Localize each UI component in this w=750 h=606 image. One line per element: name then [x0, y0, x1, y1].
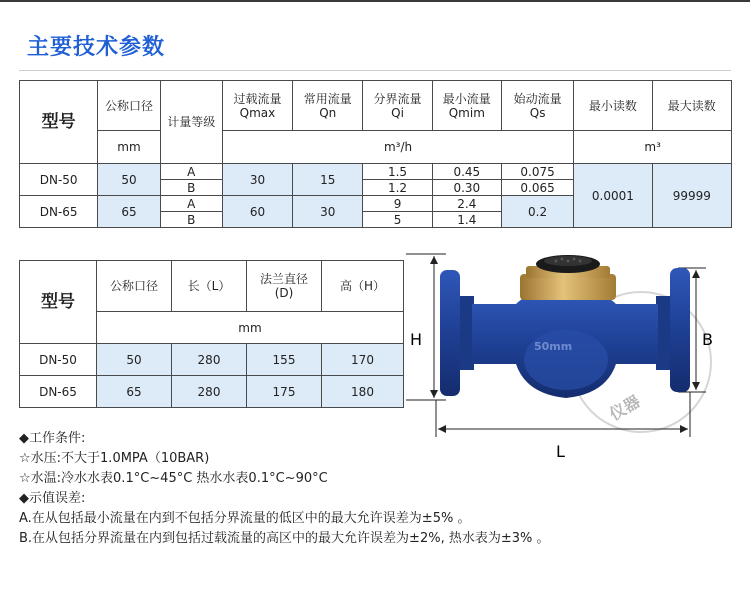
unit-reading: m³: [574, 131, 732, 164]
table-row-model: DN-50: [20, 344, 97, 376]
table-cell-grade: A: [160, 196, 222, 212]
table-cell-height: 170: [322, 344, 404, 376]
table-cell-nominal: 50: [97, 344, 172, 376]
table-cell-min-reading: 0.0001: [574, 164, 652, 228]
table-cell-nominal: 50: [98, 164, 160, 196]
table-cell-max-reading: 99999: [652, 164, 731, 228]
table-cell-flange: 175: [247, 376, 322, 408]
table-cell-qs: 0.065: [501, 180, 573, 196]
page-title: 主要技术参数: [27, 35, 166, 60]
table-row-model: DN-50: [20, 164, 98, 196]
header-flange: 法兰直径 (D): [247, 261, 322, 312]
table-cell-qs: 0.2: [501, 196, 573, 228]
table-cell-qmin: 2.4: [432, 196, 501, 212]
table-cell-grade: B: [160, 180, 222, 196]
error-note-b: B.在从包括分界流量在内到包括过载流量的高区中的最大允许误差为±2%, 热水表为±3% 。: [19, 531, 550, 546]
table-cell-height: 180: [322, 376, 404, 408]
header-nominal: 公称口径: [97, 261, 172, 312]
header-max-reading: 最大读数: [652, 81, 731, 131]
label-b: B: [702, 330, 713, 349]
unit-mm: mm: [97, 312, 404, 344]
table-cell-nominal: 65: [97, 376, 172, 408]
pressure-note: ☆水压:不大于1.0MPA（10BAR): [19, 451, 210, 466]
dimension-table: [19, 260, 404, 408]
table-cell-qi: 1.5: [363, 164, 432, 180]
title-divider: [19, 70, 731, 71]
error-note-a: A.在从包括最小流量在内到不包括分界流量的低区中的最大允许误差为±5% 。: [19, 511, 471, 526]
table-cell-qs: 0.075: [501, 164, 573, 180]
table-cell-qn: 15: [293, 164, 363, 196]
table-cell-flange: 155: [247, 344, 322, 376]
header-grade: 计量等级: [160, 81, 222, 164]
brand-stamp: 仪器: [606, 391, 644, 425]
header-qn: 常用流量 Qn: [293, 81, 363, 131]
table-cell-qmin: 0.45: [432, 164, 501, 180]
header-nominal: 公称口径: [98, 81, 160, 131]
header-min-reading: 最小读数: [574, 81, 652, 131]
spec-table: [19, 80, 732, 228]
header-qmax: 过载流量 Qmax: [222, 81, 292, 131]
header-qmin: 最小流量 Qmim: [432, 81, 501, 131]
table-cell-qmin: 0.30: [432, 180, 501, 196]
top-border: [0, 0, 750, 2]
unit-mm: mm: [98, 131, 160, 164]
notes-section: [19, 429, 719, 549]
table-row-model: DN-65: [20, 196, 98, 228]
right-flange: [670, 268, 690, 392]
table-cell-qmax: 60: [222, 196, 292, 228]
label-h: H: [410, 330, 423, 349]
header-model: 型号: [20, 261, 97, 344]
table-cell-qi: 5: [363, 212, 432, 228]
table-cell-qmax: 30: [222, 164, 292, 196]
body-size-marking: 50mm: [534, 340, 573, 353]
table-cell-grade: A: [160, 164, 222, 180]
error-title: ◆示值误差:: [19, 491, 86, 506]
table-cell-qi: 1.2: [363, 180, 432, 196]
table-cell-qn: 30: [293, 196, 363, 228]
header-length: 长（L）: [172, 261, 247, 312]
header-qs: 始动流量 Qs: [501, 81, 573, 131]
header-qi: 分界流量 Qi: [363, 81, 432, 131]
temperature-note: ☆水温:冷水水表0.1°C~45°C 热水水表0.1°C~90°C: [19, 471, 328, 486]
header-model: 型号: [20, 81, 98, 164]
table-cell-qmin: 1.4: [432, 212, 501, 228]
table-cell-length: 280: [172, 376, 247, 408]
table-cell-nominal: 65: [98, 196, 160, 228]
left-flange: [440, 270, 460, 396]
working-conditions-title: ◆工作条件:: [19, 431, 86, 446]
label-l: L: [556, 442, 565, 461]
table-cell-grade: B: [160, 212, 222, 228]
table-cell-length: 280: [172, 344, 247, 376]
unit-flow: m³/h: [222, 131, 573, 164]
header-height: 高（H）: [322, 261, 404, 312]
table-cell-qi: 9: [363, 196, 432, 212]
table-row-model: DN-65: [20, 376, 97, 408]
